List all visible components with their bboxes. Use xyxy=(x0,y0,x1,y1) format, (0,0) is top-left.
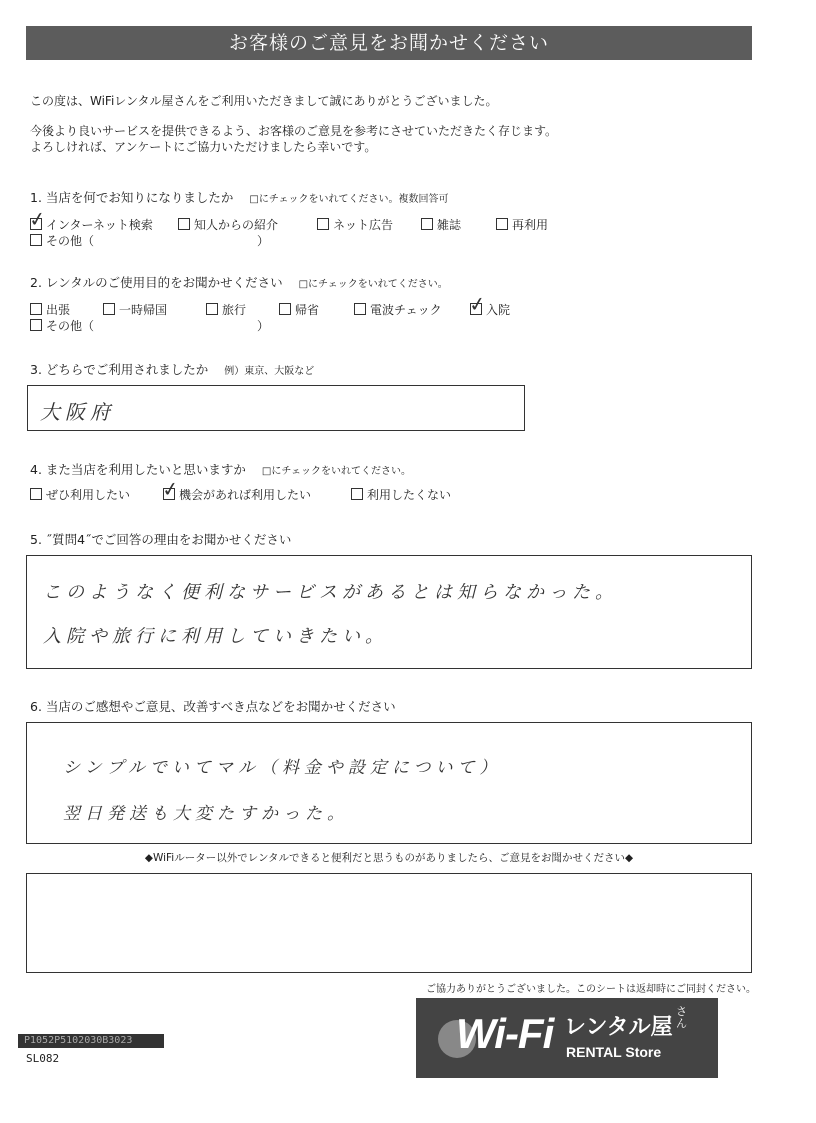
q6-answer-line-1: シンプルでいてマル（料金や設定について） xyxy=(63,758,502,778)
q6-answer-line-2: 翌日発送も大変たすかった。 xyxy=(63,804,349,824)
q1-option-label: 再利用 xyxy=(512,218,549,232)
q2-option-5[interactable] xyxy=(467,290,511,318)
q2-other-label: その他（ xyxy=(46,319,95,333)
q1-other-close: ） xyxy=(257,234,270,248)
q2-other-close: ） xyxy=(257,319,270,333)
checkbox-icon[interactable] xyxy=(279,303,291,315)
q3-answer-box[interactable] xyxy=(27,385,525,431)
q5-answer-box[interactable] xyxy=(26,555,752,669)
q1-option-label: 雑誌 xyxy=(437,218,462,232)
checkbox-icon[interactable] xyxy=(421,218,433,230)
q2-option-label: 入院 xyxy=(486,303,511,317)
logo-en-text: RENTAL Store xyxy=(566,1044,662,1060)
checkbox-icon[interactable] xyxy=(30,234,42,246)
checkbox-icon[interactable] xyxy=(351,488,363,500)
checkbox-checked-icon[interactable]: ✓ xyxy=(160,475,181,503)
q1-option-1[interactable] xyxy=(178,216,278,233)
q5-answer-line-1: このようなく便利なサービスがあるとは知らなかった。 xyxy=(43,582,618,603)
q1-option-label: 知人からの紹介 xyxy=(194,218,279,232)
checkbox-icon[interactable] xyxy=(30,319,42,331)
q3-answer: 大阪府 xyxy=(40,400,115,424)
q1-option-label: インターネット検索 xyxy=(46,218,153,232)
q2-option-other[interactable] xyxy=(30,317,269,334)
wifi-rental-logo xyxy=(416,998,718,1078)
extra-answer-box[interactable] xyxy=(26,873,752,973)
q6-answer-box[interactable] xyxy=(26,722,752,844)
intro-line-2: 今後より良いサービスを提供できるよう、お客様のご意見を参考にさせていただきたく存じます。 xyxy=(30,124,558,138)
question-2-note: □にチェックをいれてください。 xyxy=(298,279,448,290)
q2-option-1[interactable] xyxy=(103,301,167,318)
q4-option-2[interactable] xyxy=(351,486,451,503)
q2-option-label: 出張 xyxy=(46,303,71,317)
q2-option-label: 電波チェック xyxy=(370,303,442,317)
q4-option-label: 利用したくない xyxy=(367,488,452,502)
question-5: 5. ˝質問4˝でご回答の理由をお聞かせください xyxy=(30,532,292,547)
q4-option-label: 機会があれば利用したい xyxy=(179,488,312,502)
q1-other-label: その他（ xyxy=(46,234,95,248)
q4-option-label: ぜひ利用したい xyxy=(46,488,131,502)
barcode-label: P1052P5102030B3023 xyxy=(18,1034,164,1048)
question-2 xyxy=(30,273,448,291)
question-4-text: 4. また当店を利用したいと思いますか xyxy=(30,462,246,477)
q2-option-2[interactable] xyxy=(206,301,246,318)
q1-option-4[interactable] xyxy=(496,216,548,233)
question-4 xyxy=(30,460,411,478)
q2-option-0[interactable] xyxy=(30,301,70,318)
q1-option-2[interactable] xyxy=(317,216,393,233)
q1-option-other[interactable] xyxy=(30,232,269,249)
checkbox-icon[interactable] xyxy=(30,303,42,315)
question-6: 6. 当店のご感想やご意見、改善すべき点などをお聞かせください xyxy=(30,699,396,714)
question-3-note: 例）東京、大阪など xyxy=(224,366,315,377)
q4-option-1[interactable] xyxy=(160,475,312,503)
logo-jp-text: レンタル屋 xyxy=(564,1015,673,1040)
logo-san-text: さん xyxy=(676,1005,687,1030)
checkbox-icon[interactable] xyxy=(317,218,329,230)
checkbox-icon[interactable] xyxy=(354,303,366,315)
q2-option-label: 帰省 xyxy=(295,303,320,317)
checkbox-icon[interactable] xyxy=(30,488,42,500)
extra-prompt: ◆WiFiルーター以外でレンタルできると便利だと思うものがありましたら、ご意見をお聞かせください◆ xyxy=(144,852,634,864)
question-3-text: 3. どちらでご利用されましたか xyxy=(30,362,209,377)
q1-option-3[interactable] xyxy=(421,216,461,233)
thanks-note: ご協力ありがとうございました。このシートは返却時にご同封ください。 xyxy=(426,984,756,995)
q1-option-0[interactable] xyxy=(27,205,153,233)
intro-line-1: この度は、WiFiレンタル屋さんをご利用いただきまして誠にありがとうございました。 xyxy=(30,94,498,108)
page-title: お客様のご意見をお聞かせください xyxy=(26,26,752,60)
question-1 xyxy=(30,188,449,206)
checkbox-checked-icon[interactable]: ✓ xyxy=(467,290,488,318)
logo-wifi-text: Wi-Fi xyxy=(456,1010,554,1057)
checkbox-icon[interactable] xyxy=(496,218,508,230)
question-1-text: 1. 当店を何でお知りになりましたか xyxy=(30,190,234,205)
question-3 xyxy=(30,360,314,378)
checkbox-icon[interactable] xyxy=(103,303,115,315)
q1-option-label: ネット広告 xyxy=(333,218,394,232)
q2-option-label: 旅行 xyxy=(222,303,247,317)
intro-line-3: よろしければ、アンケートにご協力いただけましたら幸いです。 xyxy=(30,140,377,154)
checkbox-checked-icon[interactable]: ✓ xyxy=(27,205,48,233)
checkbox-icon[interactable] xyxy=(206,303,218,315)
question-4-note: □にチェックをいれてください。 xyxy=(261,466,412,477)
question-1-note: □にチェックをいれてください。複数回答可 xyxy=(249,194,449,205)
checkbox-icon[interactable] xyxy=(178,218,190,230)
q2-option-4[interactable] xyxy=(354,301,442,318)
q5-answer-line-2: 入院や旅行に利用していきたい。 xyxy=(43,626,388,647)
question-2-text: 2. レンタルのご使用目的をお聞かせください xyxy=(30,275,283,290)
q4-option-0[interactable] xyxy=(30,486,130,503)
q2-option-3[interactable] xyxy=(279,301,319,318)
sheet-code: SL082 xyxy=(26,1052,60,1065)
q2-option-label: 一時帰国 xyxy=(119,303,168,317)
